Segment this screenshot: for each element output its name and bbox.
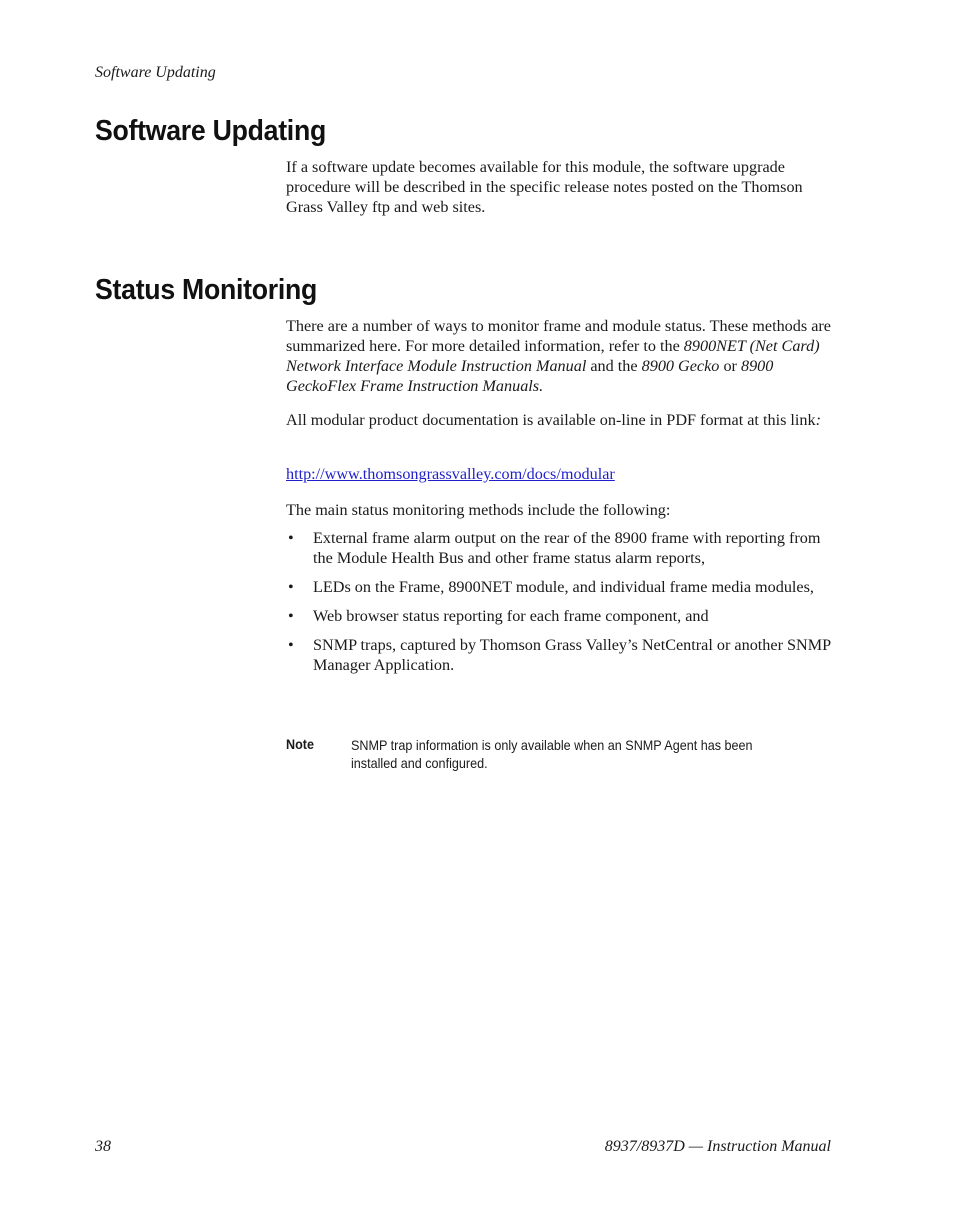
software-updating-paragraph: If a software update becomes available for this module, the software upgrade procedure will be described in the specific release notes posted on the Thomson Grass Valley ftp and web sites.: [286, 158, 803, 216]
documentation-availability-paragraph: [286, 410, 834, 430]
documentation-text: All modular product documentation is available on-line in PDF format at this link: [286, 411, 816, 429]
list-item-text: SNMP traps, captured by Thomson Grass Valley’s NetCentral or another SNMP Manager Application.: [313, 636, 831, 674]
intro-text-2: and the: [586, 357, 642, 375]
software-updating-heading: Software Updating: [95, 115, 326, 147]
status-monitoring-heading: Status Monitoring: [95, 274, 318, 306]
list-item: [286, 528, 834, 568]
note-text: SNMP trap information is only available when an SNMP Agent has been installed and configured.: [351, 737, 753, 771]
list-item: [286, 635, 834, 675]
methods-intro: The main status monitoring methods include the following:: [286, 501, 671, 519]
intro-text-1: There are a number of ways to monitor frame and module status. These methods are summarized here. For more detailed information, refer to the: [286, 317, 831, 355]
intro-reference-netcard-manual: 8900NET (Net Card) Network Interface Module Instruction Manual: [286, 337, 820, 375]
list-item: [286, 606, 834, 626]
bullet-icon: •: [288, 578, 294, 596]
intro-reference-gecko: 8900 Gecko: [641, 357, 720, 375]
note-label: Note: [286, 736, 315, 752]
footer-manual-title: 8937/8937D — Instruction Manual: [604, 1138, 831, 1155]
documentation-colon: :: [815, 411, 821, 429]
status-methods-list: [286, 528, 834, 684]
list-item-text: LEDs on the Frame, 8900NET module, and individual frame media modules,: [313, 578, 814, 596]
bullet-icon: •: [288, 529, 294, 547]
list-item-text: External frame alarm output on the rear of the 8900 frame with reporting from the Module Health Bus and other frame status alarm reports,: [313, 529, 821, 567]
page-number: 38: [95, 1138, 111, 1155]
running-header: Software Updating: [95, 64, 216, 81]
list-item-text: Web browser status reporting for each frame component, and: [313, 607, 709, 625]
intro-reference-geckoflex-manual: 8900 GeckoFlex Frame Instruction Manuals.: [286, 357, 774, 395]
bullet-icon: •: [288, 636, 294, 654]
modular-docs-link[interactable]: http://www.thomsongrassvalley.com/docs/modular: [286, 465, 615, 483]
intro-text-3: or: [719, 357, 741, 375]
bullet-icon: •: [288, 607, 294, 625]
list-item: [286, 577, 834, 597]
status-monitoring-intro: [286, 316, 834, 396]
